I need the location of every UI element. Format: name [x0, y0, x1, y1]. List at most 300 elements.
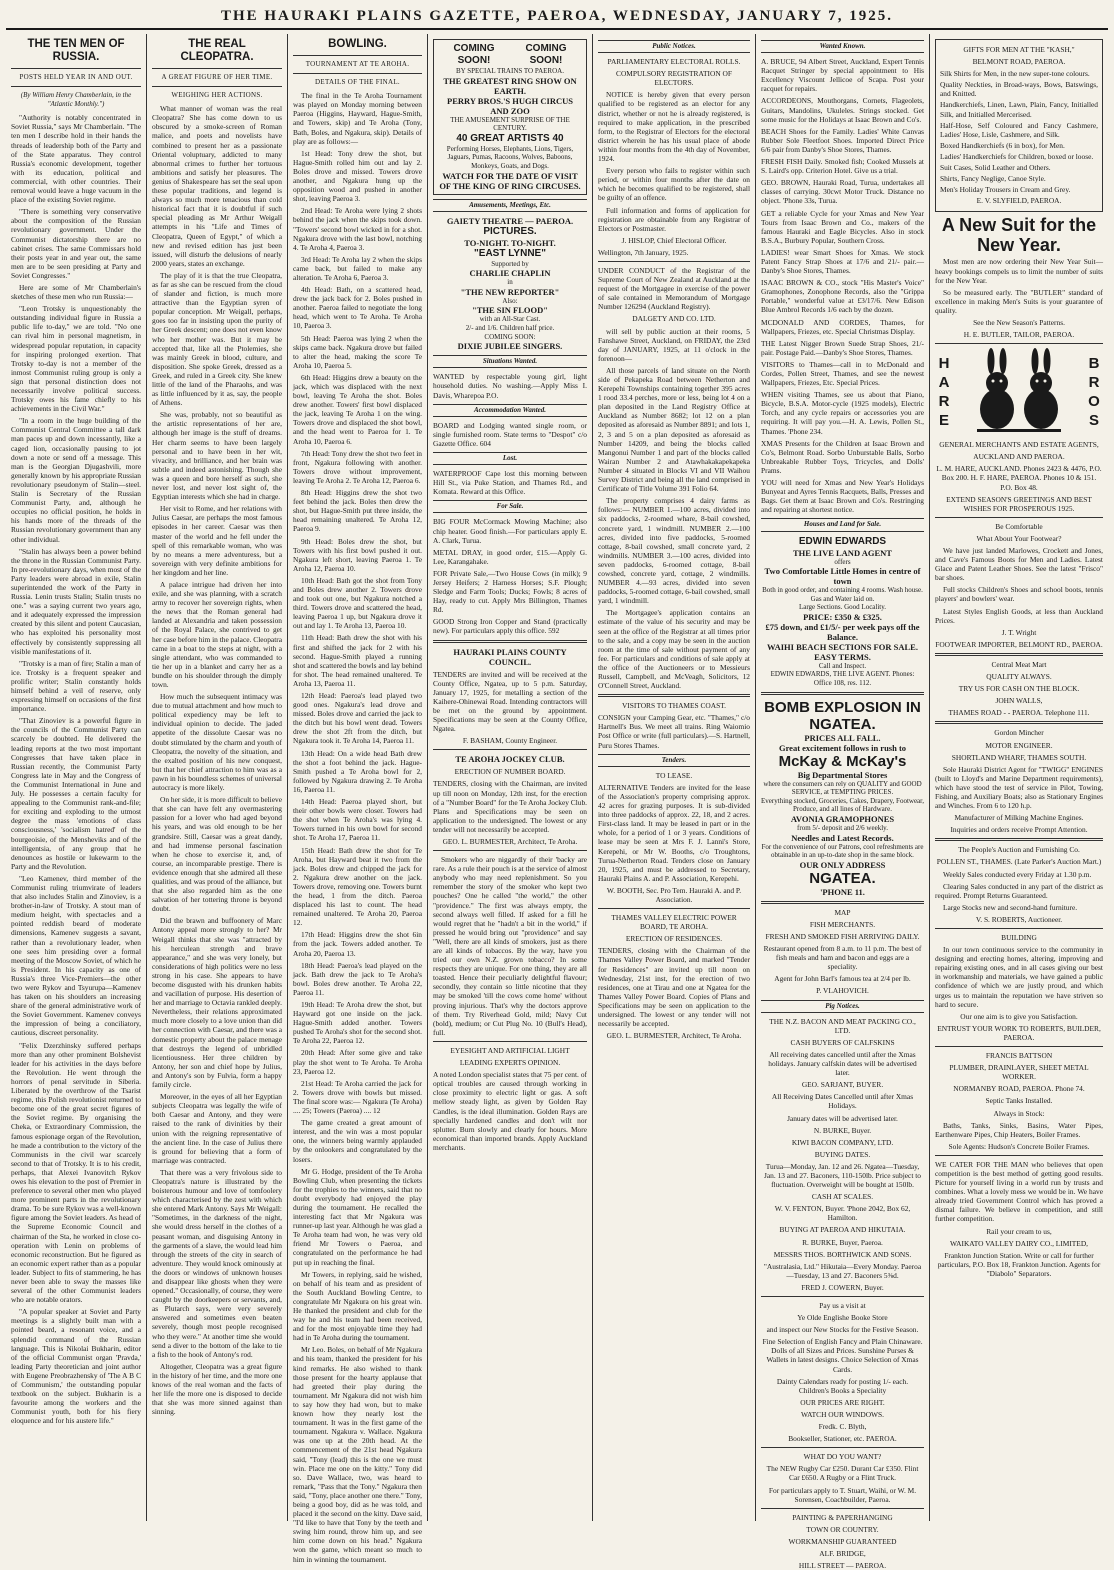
- kash-ad: [935, 39, 1103, 212]
- hare-letter: A: [938, 374, 950, 392]
- dairy-rail: Rail your cream to us,: [986, 1226, 1052, 1236]
- peoples-stocks: Large Stocks new and second-hand furniture.: [943, 902, 1078, 912]
- divider: [935, 928, 1103, 929]
- mckay-name: McKay & McKay's: [778, 752, 907, 770]
- mincher-motor: MOTOR ENGINEER.: [985, 740, 1053, 750]
- hare-letter: H: [938, 355, 950, 373]
- vlahovich-sign: P. VLAHOVICH.: [816, 986, 869, 996]
- hare-letters: [935, 354, 953, 430]
- classified-lost: WATERPROOF Cape lost this morning between Hill St., via Puke Station, and Thames Rd., and Komata. Reward at this Office.: [433, 469, 587, 497]
- battson-plumber: PLUMBER, DRAINLAYER, SHEET METAL WORKER.: [949, 1063, 1089, 1082]
- bookstore-watch: WATCH OUR WINDOWS.: [800, 1409, 884, 1419]
- gaiety-pictures: PICTURES.: [483, 225, 537, 237]
- article-bowling: [293, 91, 422, 1563]
- kash-item: Ladies' Handkerchiefs for Children, boxed or loose.: [940, 151, 1094, 161]
- bridge-address: HILL STREET — PAEROA.: [798, 1561, 887, 1570]
- divider: [433, 749, 587, 750]
- comfortable: Be Comfortable: [995, 521, 1043, 531]
- divider: [935, 343, 1103, 344]
- wanted-notice: VISITORS to Thames—call in to McDonald and Cordes, Pollen Street, Thames, and see the newest Wallpapers, Friezes, Etc. Special Prices.: [761, 359, 924, 388]
- column-russia: [6, 34, 147, 1521]
- edwin-deposit: £75 down, and £1/5/- per week pays off the Balance.: [765, 621, 920, 642]
- peoples-clearing: Clearing Sales conducted in any part of the district as required. Prompt Returns Guaranteed.: [935, 881, 1103, 900]
- column-bowling: [288, 34, 428, 1564]
- circus-ad: [433, 39, 587, 195]
- divider: [433, 640, 587, 643]
- article-paragraph: Did the brawn and buffoonery of Marc Antony appeal more strongly to her? Mr Weigall thinks that she was "attracted by his herculean strength and brave appearance," and she was very lonely, but considerations of high politics were no less strong in his case. She appears to have become disgusted with his drunken habits and vacillation of purpose. His desertion of her and marriage to Octavia rankled deeply. Nevertheless, their relations approximated much more closely to a love union than did her connection with Caesar, and there was a domestic property about the palace menage that destroys the legend of unbridled licentiousness. Her three children by Antony, her son and chief hope by Julius, and Antony's son by Fulvia, form a happy family circle.: [152, 916, 282, 1090]
- parl-title: PARLIAMENTARY ELECTORAL ROLLS.: [607, 57, 741, 67]
- circus-amusement: THE AMUSEMENT SURPRISE OF THE CENTURY.: [450, 115, 570, 133]
- kiwi-cash: CASH AT SCALES.: [811, 1192, 874, 1202]
- article-paragraph: Smokers who are niggardly of their 'backy are rare. As a rule their pouch is at the service of almost anybody who may need replenishment. So you remember the story of the smoker who kept two pouches? One he called "the world," the other "providence." The first was always empty, the second always well filled. If asked for a fill he would regret that he "hadn't a bit in the world," if pressed he would bring out "providence" and say "Well, there are all kinds of smokers, just as there are all kinds of tobaccos. By the way, have you tried our own N.Z. grown tobacco? In some respects they are unique. For one thing, they are all toasted. Hence their peculiarly delightful flavour; secondly, they contain so little nicotine that they may be smoked 'till the cows come home' without proving injurious. That's why the doctors approve of them. Try Riverhead Gold, mild; Navy Cut (bold), medium; or Cut Plug No. 10 (Bull's Head), full.: [433, 855, 587, 1037]
- prices-fall: PRICES ALL FALL.: [804, 732, 881, 743]
- divider: [935, 1155, 1103, 1156]
- kash-item: Quality Neckties, in Broad-ways, Bows, Batswings, and Knitted.: [940, 80, 1098, 99]
- walls-address: THAMES ROAD - - PAEROA. Telephone 111.: [948, 708, 1090, 718]
- building-text: In our town continuous service to the community in designing and erecting homes, altering, improving and repairing existing ones, and in all cases giving our best in workmanship and materials, we have gained a public confidence of which we are justly proud, and which urges us to maintain the reputation we have striven so hard to secure.: [935, 945, 1103, 1009]
- needles: Needles and Latest Records.: [791, 832, 894, 843]
- battson-hudson: Sole Agents: Hudson's Concrete Boiler Frames.: [948, 1141, 1090, 1151]
- kash-title: GIFTS FOR MEN AT THE "KASH,": [963, 45, 1075, 54]
- article-paragraph: 20th Head: After some give and take play the shot went to Te Aroha. Te Aroha 23, Paeroa 12.: [293, 1048, 422, 1076]
- council-title: HAURAKI PLAINS COUNTY COUNCIL.: [453, 646, 567, 667]
- headline-russia: THE TEN MEN OF RUSSIA.: [27, 38, 125, 63]
- dairy-frankton: Frankton Junction Station. Write or call for further particulars, P.O. Box 18, Frankton Junction. Agents for "Diabolo" Separators.: [937, 1250, 1101, 1278]
- edwin-cottages-text: Both in good order, and containing 4 rooms. Wash house. Gas and Water laid on.: [762, 586, 923, 603]
- kash-address: BELMONT ROAD, PAEROA.: [972, 57, 1066, 67]
- article-paragraph: 17th Head: Higgins drew the shot 6in from the jack. Towers added another. Te Aroha 20, Paeroa 13.: [293, 930, 422, 958]
- article-paragraph: 21st Head: Te Aroha carried the jack for 2. Towers drove with bowls but missed. The final score was:— Ngakura (Te Aroha) .... 25; Towers (Paeroa) .... 12: [293, 1078, 422, 1116]
- walls-name: JOHN WALLS,: [995, 696, 1043, 706]
- mckay-everything: Everything stocked, Groceries, Cakes, Drapery, Footwear, Produce, and all lines of Hardware.: [761, 796, 924, 814]
- kash-item: Suit Cases, Solid Leather and Others.: [940, 163, 1051, 173]
- classified-sale: METAL DRAY, in good order, £15.—Apply G. Lee, Karangahake.: [433, 547, 587, 566]
- article-russia: [11, 113, 141, 1425]
- jockey-title: TE AROHA JOCKEY CLUB.: [455, 754, 565, 765]
- visitors-title: VISITORS TO THAMES COAST.: [621, 701, 727, 711]
- only-address: OUR ONLY ADDRESS: [799, 859, 886, 870]
- building-entrust: ENTRUST YOUR WORK TO ROBERTS, BUILDER, PAEROA.: [937, 1023, 1101, 1042]
- article-paragraph: Her visit to Rome, and her relations with Julius Caesar, are perhaps the most famous episodes in her career. Caesar was then master of the world and he fell under the spell of this remarkable woman, who was by no means a mere adventuress, but a sovereign with very definite ambitions for her kingdom and her line.: [152, 504, 282, 577]
- divider: [761, 1447, 924, 1448]
- parl-text: NOTICE is hereby given that every person qualified to be registered as an elector for any district, whether or not he is already registered, is required to make application, in the prescribed form, to the Registrar of Electors for the electoral district wherein he has his usual place of abode within four months from the 4th day of November, 1924.: [598, 90, 750, 164]
- mckay-where: where the consumers can rely on QUALITY and GOOD SERVICE, at TEMPTING PRICES.: [763, 779, 922, 797]
- edwin-ad: [761, 536, 924, 688]
- fish-agent: Agent for John Barl's famous tea at 2/4 per lb.: [774, 974, 911, 984]
- tolease-sign: W. BOOTH, Sec. Pro Tem. Hauraki A. and P. Association.: [606, 885, 742, 904]
- edwin-cottages: Two Comfortable Little Homes in centre of town: [764, 566, 921, 587]
- dalgety-text: will sell by public auction at their rooms, 5 Fanshawe Street, Auckland, on FRIDAY, the 23rd day of JANUARY, 1925, at 11 o'clock in the forenoon—: [598, 326, 750, 363]
- divider: [761, 901, 924, 904]
- divider: [935, 1046, 1103, 1047]
- new-patterns: See the New Season's Patterns.: [973, 317, 1065, 327]
- subhead-cleopatra: A GREAT FIGURE OF HER TIME.: [161, 73, 273, 81]
- calfskins-title: CASH BUYERS OF CALFSKINS: [790, 1037, 895, 1047]
- divider: [433, 1041, 587, 1042]
- hare-merchants: GENERAL MERCHANTS AND ESTATE AGENTS,: [939, 440, 1099, 450]
- hare-contact: L. M. HARE, AUCKLAND. Phones 2423 & 4476, P.O. Box 200. H. F. HARE, PAEROA. Phones 10 & 151. P.O. Box 48.: [936, 464, 1102, 492]
- building-title: BUILDING: [1001, 933, 1037, 942]
- circus-animals: Performing Horses, Elephants, Lions, Tigers, Jaguars, Pumas, Racoons, Wolves, Baboons, Monkeys, Goats, and Dogs.: [446, 144, 574, 170]
- article-paragraph: "Stalin has always been a power behind the throne in the Russian Communist Party. In pre-revolutionary days, when most of the Party leaders were abroad in exile, Stalin superintended the work of the Party in Russia. Lenin trusts Stalin; Stalin trusts no one." was a saying current two years ago, and it adequately expressed the impression created by this silent and potent Caucasian, who has exploited his personality most effectively by consistently suppressing all visible manifestations of it.: [11, 546, 141, 656]
- article-paragraph: 8th Head: Higgins drew the shot two feet behind the jack. Boles then drew the shot, but Hague-Smith put three inside, the head remaining unaltered. Te Aroha 12, Paeroa 9.: [293, 488, 422, 534]
- article-paragraph: 18th Head: Paeroa's lead played on the jack. Bath drew the jack to Te Aroha's bowl. Boles drew another. Te Aroha 22, Paeroa 11.: [293, 960, 422, 997]
- sarjant-sign: GEO. SARJANT, BUYER.: [801, 1080, 884, 1090]
- avonia: AVONIA GRAMOPHONES: [790, 814, 895, 825]
- battson-septic: Septic Tanks Installed.: [985, 1096, 1053, 1106]
- parl-text: Every person who fails to register within such period, or within four months after the date on which he becomes qualified to be registered, shall be guilty of an offence.: [598, 166, 750, 203]
- dalgety-text: All those parcels of land situate on the North side of Pekapeka Road between Netherton and Kerepehi Townships containing together 395 acres 1 rood 33.4 perches, more or less, being lot 4 on a plan deposited in the Land Registry Office at Auckland as Number 8682; lot 12 on a plan deposited as aforesaid as Number 8891; and lots 1, 2, 3 and 5 on a plan deposited as aforesaid as Number 14209, and being the blocks called Mangonui Number 1 and part of the blocks called Wairan Number 2 and Atawhakakapekapeka Number 4 situated in Blocks VI and VII Waihou Survey District and being all the land comprised in Certificate of Title Volume 391 Folio 64.: [598, 365, 750, 494]
- battson-always: Always in Stock:: [993, 1108, 1045, 1118]
- bookstore-prices: OUR PRICES ARE RIGHT.: [800, 1397, 885, 1407]
- eyesight-sub: LEADING EXPERTS OPINION.: [459, 1058, 561, 1068]
- council-sign: F. BASHAM, County Engineer.: [462, 736, 558, 746]
- classified-wanted: WANTED by respectable young girl, light household duties. No washing.—Apply Miss I. Davis, Wharepoa P.O.: [433, 372, 587, 400]
- divider: [935, 653, 1103, 656]
- kiwi-buying-text: Turua—Monday, Jan. 12 and 26. Ngatea—Tuesday, Jan. 13 and 27. Baconers, 110-150lb. Price subject to fluctuation. Overweight will be bought at 150lb.: [764, 1161, 921, 1190]
- mincher-inquiries: Inquiries and orders receive Prompt Attention.: [950, 825, 1088, 835]
- tolease-text: ALTERNATIVE Tenders are invited for the lease of the Association's property comprising approx. 42 acres for grazing purposes. It is sub-divided into three paddocks of approx. 22, 18, and 2 acres. First-class land. It may be leased in part or in the whole, for a period of 1 or 3 years. Conditions of lease may be seen at Mrs F. J. Lanni's Store, Kerepehi, or Mr W. Booths, c/o Troughtons, Turua-Netherton Road. Tenders close on January 20, 1925, and must be addressed to Secretary, Hauraki Plains A. and P. Association, Kerepehi.: [598, 782, 750, 883]
- eyesight-text: A noted London specialist states that 75 per cent. of optical troubles are caused through working in close proximity to electric light or gas. A soft mellow steady light, as given by Golden Ray Candles, is the ideal illumination. Golden Rays are specially hardened candles and don't wilt nor splutter. Burn slowly and clearly for hours. More economical than imported brands. Apply Auckland merchants.: [433, 1070, 587, 1152]
- circus-coming-row: [438, 43, 582, 67]
- article-paragraph: 13th Head: On a wide head Bath drew the shot a foot behind the jack. Hague-Smith pushed a Te Aroha bowl for 2, followed by Ngakura drawing 2. Te Aroha 16, Paeroa 11.: [293, 748, 422, 794]
- divider: [433, 850, 587, 851]
- section-wanted-known: Wanted Known.: [761, 40, 924, 53]
- butler-sign: H. E. BUTLER, TAILOR, PAEROA.: [963, 330, 1075, 340]
- kash-item: Shirts, Fancy Neglige, Canoe Style.: [940, 174, 1046, 184]
- wright-address: FOOTWEAR IMPORTER, BELMONT RD., PAEROA.: [935, 639, 1103, 649]
- article-paragraph: 3rd Head: Te Aroha lay 2 when the skips came back, but failed to make any alteration. Te Aroha 6, Paeroa 3.: [293, 254, 422, 282]
- bookstore-dainty: Dainty Calendars ready for posting 1/- each. Children's Books a Speciality: [776, 1376, 909, 1395]
- gaiety-star: with an All-Star Cast.: [479, 315, 541, 324]
- mincher-wharf: SHORTLAND WHARF, THAMES SOUTH.: [951, 752, 1087, 762]
- article-paragraph: 10th Head: Bath got the shot from Tony and Boles drew another 2. Towers drove and took out one, but Ngakura notched a third. Towers drove and scattered the head, leaving Paeroa 1 up, but Ngakura drove it out and lay 1. Te Aroha 13, Paeroa 10.: [293, 575, 422, 631]
- hare-letter: R: [938, 393, 950, 411]
- jockey-sub: ERECTION OF NUMBER BOARD.: [454, 767, 566, 777]
- hare-auckland: AUCKLAND AND PAEROA.: [973, 452, 1065, 462]
- footwear-text: We have just landed Marlowes, Crockett and Jones, and Cave's Famous Boots for Men and Ladies. Latest Glace and Patent Leather Shoes. See the latest "Frisco" bar shoes.: [935, 546, 1103, 583]
- article-paragraph: 11th Head: Bath drew the shot with his first and shifted the jack for 2 with his second. Hague-Smith played a running shot and scattered the bowls and lay behind for shot. The head remained unaltered. Te Aroha 13, Paeroa 11.: [293, 633, 422, 688]
- article-paragraph: Here are some of Mr Chamberlain's sketches of these men who run Russia:—: [11, 282, 141, 302]
- edwin-name: EDWIN EDWARDS: [798, 535, 887, 547]
- circus-special: BY SPECIAL TRAINS TO PAEROA.: [456, 67, 564, 75]
- footwear-text: Latest Styles English Goods, at less than Auckland Prices.: [935, 606, 1103, 625]
- meat-try: TRY US FOR CASH ON THE BLOCK.: [958, 684, 1080, 694]
- meat-mart: Central Meat Mart: [991, 659, 1047, 669]
- gaiety-supported: Supported by: [491, 259, 529, 268]
- article-paragraph: That there was a very frivolous side to Cleopatra's nature is illustrated by the boisterous humour and love of tomfoolery which characterised by the zest with which she entered Mark Antony. Says Mr Weigall: "Sometimes, in the darkness of the night, she would dress herself in the clothes of a peasant woman, and disguising Antony in the garments of a slave, the would lead him through the streets of the city in search of adventure. They would knock ominously at the doors or windows of unknown houses and disappear like ghosts when they were opened." Occasionally, of course, they were caught by the doorkeepers or servants, and, as Plutarch says, were very severely answered and sometimes even beaten severely, though most people recognised who they were." At another time she would send a diver to the bottom of the lake to tie a fish to the hook of Antony's rod.: [152, 1167, 282, 1359]
- burke-sign: N. BURKE, Buyer.: [813, 1125, 872, 1135]
- mincher-text: Sole Hauraki District Agent for "TWIGG" ENGINES (built to Lloyd's and Marine Department requirements), which have stood the test of service in Pilot, Towing, Fishing, and Auxiliary Boats; also as Stationary Engines and Winches. From 6 to 120 h.p.: [935, 764, 1103, 811]
- gaiety-in: in: [507, 278, 513, 287]
- wanted-notice: ISAAC BROWN & CO., stock "His Master's Voice" Gramophones, Zonophone Records, also the "Grippa Portable," wonderful value at £3/17/6. New Edison Blue Ambrol Records 1/6 each by the dozen.: [761, 278, 924, 315]
- section-accommodation: Accommodation Wanted.: [433, 404, 587, 417]
- gaiety-prices: 2/- and 1/6. Children half price.: [465, 324, 555, 333]
- divider: [152, 68, 282, 69]
- fish-merchants: FISH MERCHANTS.: [809, 919, 876, 929]
- fish-restaurant: Restaurant opened from 8 a.m. to 11 p.m. The best of fish meals and ham and bacon and eggs are a speciality.: [763, 944, 922, 972]
- jockey-sign: GEO. L. BURMESTER, Architect, Te Aroha.: [442, 836, 578, 846]
- borthwick-text: "Australasia, Ltd." Hikutaia—Every Monday. Paeroa—Tuesday, 13 and 27. Baconers 5⅜d.: [763, 1261, 922, 1280]
- kiwi-buying: BUYING DATES.: [814, 1149, 871, 1159]
- divider: [761, 1296, 924, 1297]
- bros-letter: R: [1088, 374, 1100, 392]
- new-suit-text: Most men are now ordering their New Year Suit—heavy bookings compels us to limit the number of suits for the New Year.: [935, 257, 1103, 285]
- divider: [293, 73, 422, 74]
- bookstore-fine: Fine Selection of English Fancy and Plain Chinaware. Dolls of all Sizes and Prices. Sunshine Purses & Wallets in latest designs. Choice Selection of Xmas Cards.: [762, 1337, 923, 1374]
- wanted-notice: ACCORDEONS, Mouthorgans, Cornets, Flageolets, Guitars, Mandolins, Ukuleles. Strings stocked. Get some music for the Holidays at Isaac Brown and Co's.: [761, 96, 924, 124]
- circus-watch: WATCH FOR THE DATE OF VISIT OF THE KING OF RING CIRCUSES.: [439, 170, 581, 191]
- painting-title: PAINTING & PAPERHANGING: [792, 1512, 893, 1522]
- new-suit-measured: So be measured early. The "BUTLER" standard of excellence in making Men's Suits is your guarantee of quality.: [935, 287, 1103, 315]
- article-paragraph: "In a room in the huge building of the Communist Central Committee a tall dark man paces up and down incessantly, like a caged lion, occasionally pausing to jot down a note or send off a message. This man is the Georgian Djugashvili, more generally known by his appropriate Russian revolutionary pseudonym of Stalin—steel. Stalin is Secretary of the Russian Communist Party, and, although he occupies no official position, he holds in his hands more of the threads of the Russian revolutionary government than any other individual.: [11, 416, 141, 544]
- fenton-sign: W. V. FENTON, Buyer. 'Phone 2042, Box 62, Hamilton.: [774, 1204, 911, 1223]
- cowern-sign: FRED J. COWERN, Buyer.: [801, 1282, 884, 1292]
- meat-quality: QUALITY ALWAYS.: [986, 672, 1052, 682]
- peoples-weekly: Weekly Sales conducted every Friday at 1.30 p.m.: [943, 869, 1092, 879]
- article-paragraph: A palace intrigue had driven her into exile, and she was planning, with a scratch army to recover her sovereign rights, when the news that the Roman general had landed at Alexandria and taken possession of the Royal Palace, she contrived to get her case before him in the palace. Cleopatra came in a boat to the steps at night, with a single attendant, who was commanded to tie her up in a blanket and carry her as a bundle on his shoulder through the dimply town.: [152, 579, 282, 689]
- burke2-sign: R. BURKE, Buyer, Paeroa.: [802, 1237, 883, 1247]
- section-public-notices: Public Notices.: [598, 40, 750, 53]
- wanted-notice: YOU will need for Xmas and New Year's Holidays Bunyeat and Ayres Tennis Racquets, Balls, Presses and Bags. Get them at Isaac Brown and Co's. Restringing and repairing at shortest notice.: [761, 478, 924, 515]
- kash-item: Men's Holiday Trousers in Cream and Grey.: [940, 185, 1071, 195]
- article-paragraph: 12th Head: Paeroa's lead played two good ones. Ngakura's lead drove and missed. Boles drove and carried the jack to the ditch but his bowl went dead. Towers drew the shot 2ft from the ditch, but Ngakura took it. Te Aroha 14, Paeroa 11.: [293, 691, 422, 746]
- hare-bros-logo: [935, 348, 1103, 436]
- divider: [761, 1508, 924, 1509]
- wanted-notice: XMAS Presents for the Children at Isaac Brown and Co's, Belmont Road. Sorbo Unburstable Balls, Sorbo Unbreakable Rubber Toys, Tricycles, and Dolls' Prams.: [761, 438, 924, 475]
- edwin-easy: EASY TERMS.: [814, 651, 871, 662]
- headline-cleopatra: THE REAL CLEOPATRA.: [180, 38, 254, 63]
- byline-russia: (By William Henry Chamberlain, in the "Atlantic Monthly."): [20, 91, 132, 109]
- section-pig-notices: Pig Notices.: [761, 1000, 924, 1013]
- article-paragraph: How much the subsequent intimacy was due to mutual attachment and how much to political expediency may be left to individual opinion to decide. The jaded appetite of the dissolute Caesar was no doubt stimulated by the charm and youth of Cleopatra, the novelty of the situation, and the exalted position of his new conquest, but that her chief attraction to him was as a pawn in his boundless schemes of universal autocracy is more likely.: [152, 692, 282, 793]
- section-amusements: Amusements, Meetings, Etc.: [433, 199, 587, 212]
- hare-extend: EXTEND SEASON'S GREETINGS AND BEST WISHES FOR PROSPEROUS 1925.: [946, 494, 1092, 513]
- classified-sale: FOR Private Sale,—Two House Cows (in milk); 9 Jersey Heifers; 2 Harness Horses; S.F. Plough; Sledge and Farm Tools; Ducks; Fowls; 8 acres of Hay, ready to cut. Apply Mrs Billington, Thames Rd.: [433, 568, 587, 615]
- parl-sign: J. HISLOP, Chief Electoral Officer.: [621, 235, 727, 245]
- wanted-notice: BEACH Shoes for the Family. Ladies' White Canvas Rubber Sole Fleetfoot Shoes. Imported Direct Price 6/6 pair from Danby's Shoe Stores, Thames.: [761, 126, 924, 154]
- kash-list: [940, 69, 1098, 194]
- edwin-price: PRICE: £350 & £325.: [803, 611, 882, 622]
- columns: [6, 34, 1108, 1570]
- article-paragraph: The play of it is that the true Cleopatra, as far as she can be rescued from the cloud of slander and fiction, is much more attractive than the Egyptian syren of popular conception. Mr Weigall, perhaps, goes too far in insisting upon the purity of her Greek descent; one does not even know who her mother was. But it may be accepted that, like all the Ptolemies, she was mainly Greek in blood, culture, and disposition. She spoke Greek, dressed as a Greek, and ruled in a Greek city. She knew little of the land of the Pharaohs, and was as little influenced by it as, say, the people of Athens.: [152, 270, 282, 408]
- gaiety-theatre: GAIETY THEATRE — PAEROA.: [446, 215, 574, 226]
- column-cleopatra: [147, 34, 288, 1521]
- edwin-offers: offers: [834, 557, 851, 566]
- article-paragraph: 5th Head: Paeroa was lying 2 when the skips came back. Ngakura drove but failed to alter the head, making the score Te Aroha 10, Paeroa 5.: [293, 333, 422, 370]
- dalgety-text: The Mortgagee's application contains an estimate of the value of his security and may be seen at the office of the Registrar at all times prior to the sale, and a copy may be seen in the auction room at the time of sale without payment of any fee. For particulars and conditions of sale apply at the office of the Auctioneers or to Messieurs Russell, Campbell, and McVeagh, Solicitors, 12 O'Connell Street, Auckland.: [598, 608, 750, 691]
- kiwi-title: KIWI BACON COMPANY, LTD.: [791, 1137, 894, 1147]
- article-paragraph: Moreover, in the eyes of all her Egyptian subjects Cleopatra was legally the wife of both Caesar and Antony, and they were raised to the rank of divinities by their union with the reigning representative of the ancient line. In the case of Julius there is ground for believing that a form of marriage was contracted.: [152, 1092, 282, 1165]
- kash-item: Half-Hose, Self Coloured and Fancy Cashmere, Ladies' Hose, Lisle, Cashmere, and Silk.: [940, 120, 1098, 139]
- gaiety-ad: [433, 216, 587, 352]
- nz-bacon-title: THE N.Z. BACON AND MEAT PACKING CO., LTD.: [769, 1016, 916, 1035]
- headline-bowling: BOWLING.: [328, 38, 387, 50]
- column-ads-amusements: [428, 34, 593, 1521]
- cater-text: WE CATER FOR THE MAN who believes that open competition is the best method of getting good results. Picture for yourself living in a world run by trusts and combines. What a lovely mess we would be in. We have already tried Government Control which has proved a dismal failure. We believe in competition, and still further competition.: [935, 1159, 1103, 1224]
- bookstore-inspect: and inspect our New Stocks for the Festive Season.: [766, 1325, 919, 1335]
- wanted-notice: WHEN visiting Thames, see us about that Piano, Bicycle, B.S.A. Motor-cycle (1925 models), Electric Torch, and any cycle repairs or accessories you are requiring. It will pay you.—H. A. Lewis, Pollen St., Thames. 'Phone 234.: [761, 390, 924, 436]
- article-paragraph: 7th Head: Tony drew the shot two feet in front, Ngakura following with another. Towers drove without improvement, leaving Te Aroha 2. Te Aroha 12, Paeroa 6.: [293, 448, 422, 485]
- article-paragraph: "Authority is notably concentrated in Soviet Russia," says Mr Chamberlain. "The ten men I describe hold in their hands the threads of leadership both of the Party and of the State apparatus. They control Russia's economic development, together with its education, political and commercial, with other countries. Their removal would leave a huge vacuum in the place of the existing Soviet regime.: [11, 113, 141, 205]
- edwin-sub: THE LIVE LAND AGENT: [793, 547, 892, 558]
- gaiety-also: Also:: [502, 296, 518, 305]
- divider: [152, 86, 282, 87]
- new-suit-title: A New Suit for the New Year.: [941, 215, 1097, 256]
- column-public-notices: [593, 34, 756, 1521]
- wanted-notice: THE Latest Nigger Brown Suede Strap Shoes, 21/- pair. Postage Paid.—Danby's Shoe Stores, Thames.: [761, 338, 924, 357]
- footwear-text: Full stocks Children's Shoes and school boots, tennis players' and bowlers' wear.: [935, 585, 1103, 604]
- article-paragraph: "Felix Dzerzhinsky suffered perhaps more than any other prominent Bolshevist leader for his activities in the days before the Revolution. He went through the horrors of penal servitude in Siberia. Liberated by the overthrow of the Tsarist regime, this Polish revolutionist returned to become one of the great secret figures of the Soviet regime. By organising the Cheka, or Extraordinary Commission, the famous espionage organ of the Revolution, he made a contribution to the victory of the Communists in the civil war scarcely second to that of Trotsky. It is to his credit, perhaps, that Alexei Ivanovitch Rykov owes his elevation to the post of Premier in preference to several other men who played more prominent parts in the revolutionary drama. To be sure Rykov was a well-known figure among the Soviet leaders. As head of the Supreme Economic Council and chairman of the Sta, he worked in close co-operation with Lenin on problems of economic reconstruction. But he figured as an economic expert rather than as a popular leader. Subject to fits of stammering, he has never been able to sway the masses like several of the other Communist leaders who are notable orators.: [11, 1040, 141, 1305]
- peoples-address: POLLEN ST., THAMES. (Late Parker's Auction Mart.): [936, 857, 1102, 867]
- dalgety-title: DALGETY AND CO. LTD.: [632, 314, 716, 324]
- divider: [11, 86, 141, 87]
- roberts-sign: V. S. ROBERTS, Auctioneer.: [975, 914, 1063, 924]
- wanted-notice: LADIES! wear Smart Shoes for Xmas. We stock Patent Fancy Strap Shoes at 17/6 and 21/- pair.—Danby's Shoe Stores, Thames.: [761, 247, 924, 276]
- edwin-call: Call and Inspect.: [818, 661, 867, 670]
- council-text: TENDERS are invited and will be received at the County Office, Ngatea, up to 5 p.m. Saturday, January 17, 1925, for metalling a section of the Kaihere-Ohinewai Road. Intending contractors will be met on the ground by appointment. Specifications may be seen at the County Office, Ngatea.: [433, 669, 587, 734]
- section-lost: Lost.: [433, 452, 587, 465]
- gaiety-flood: "THE SIN FLOOD": [471, 305, 549, 316]
- section-cleopatra: WEIGHING HER ACTIONS.: [171, 91, 263, 100]
- battson-stock: Baths, Tanks, Sinks, Basins, Water Pipes, Earthenware Pipes, Chip Heaters, Boiler Frames.: [935, 1120, 1103, 1139]
- subhead-bowling: TOURNAMENT AT TE AROHA.: [305, 60, 410, 68]
- peoples-auction: The People's Auction and Furnishing Co.: [958, 845, 1080, 855]
- bookstore-visit: Pay us a visit at: [819, 1301, 866, 1310]
- article-paragraph: "Trotsky is a man of fire; Stalin a man of ice. Trotsky is a frequent speaker and prolific writer; Stalin constantly holds himself behind a veil of reserve, only expressing himself on occasions of the first importance.: [11, 658, 141, 714]
- section-tenders: Tenders.: [598, 754, 750, 767]
- divider: [598, 694, 750, 697]
- painting-town: TOWN OR COUNTRY.: [806, 1524, 879, 1534]
- article-paragraph: Mr Leo. Boles, on behalf of Mr Ngakura and his team, thanked the president for his kind remarks. He also wished to thank those present for the hearty applause that had greeted their play during the tournament. Mr Ngakura did not wish him to say how they had won, but to make known how they nearly lost the tournament. It was in the first game of the tournament. Ngakura v. Wallace. Ngakura was one up at the 20th head. At the commencement of the 21st head Ngakura said, "Tony (lead) this is the one we must win. Place me one on the kitty." Tony did so. Dave Wallace, two, was heard to remark, "Pass that the Tony." Ngakura then said, "Tony, place another one there." Tony, being a good boy, did as he was told, and placed it the second on the kitty. Dave said, "I'd like to have that Tony by the teeth and swing him round, throw him up, and see him come down on his head." Ngakura won the game, which meant so much to him in winning the tournament.: [293, 1345, 422, 1564]
- divider: [598, 908, 750, 909]
- mincher-name: Gordon Mincher: [994, 728, 1044, 738]
- fish-fresh: FRESH AND SMOKED FISH ARRIVING DAILY.: [765, 932, 920, 941]
- masthead: THE HAURAKI PLAINS GAZETTE, PAEROA, WEDNESDAY, JANUARY 7, 1925.: [6, 8, 1108, 30]
- battson-name: FRANCIS BATTSON: [985, 1051, 1053, 1061]
- rugby-cars: The NEW Rugby Car £250. Durant Car £350. Flint Car £650. A Rugby or a Flint Truck.: [766, 1464, 919, 1483]
- borthwick-title: MESSRS THOS. BORTHWICK AND SONS.: [773, 1249, 912, 1259]
- gaiety-coming-soon: COMING SOON:: [484, 332, 536, 341]
- bridge-name: ALF. BRIDGE,: [819, 1548, 866, 1558]
- bookstore-name: Ye Olde Englishe Booke Store: [797, 1313, 888, 1323]
- article-paragraph: Mr G. Hodge, president of the Te Aroha Bowling Club, when presenting the tickets for the trophies to the winners, said that no doubt everybody had enjoyed the play during the tournament. He recalled the interesting fact that Mr Ngakura was runner-up last year. Although he was glad a Te Aroha team had won, he was very old friend Mr Towers o Paeroa, and congratulated on the performance he had put up in reaching the final.: [293, 1166, 422, 1267]
- circus-coming-2: COMING SOON!: [525, 43, 567, 66]
- battson-address: NORMANBY ROAD, PAEROA. Phone 74.: [953, 1084, 1085, 1094]
- edwin-sign: EDWIN EDWARDS, THE LIVE AGENT. Phones: Office 108, res. 112.: [770, 670, 915, 688]
- map-title: MAP: [834, 907, 851, 917]
- article-paragraph: "There is something very conservative about the composition of the Russian revolutionary government. Under the Communist dictatorship there are no cabinet crises. The same Commissars hold their posts year in and year out, the same men are to be seen presiding at Party and Soviet Congresses.": [11, 207, 141, 280]
- edwin-waihi: WAIHI BEACH SECTIONS FOR SALE.: [767, 641, 918, 652]
- section-houses: Houses and Land for Sale.: [761, 518, 924, 531]
- rabbits-icon: [967, 349, 1071, 435]
- divider: [598, 261, 750, 262]
- article-paragraph: 4th Head: Bath, on a scattered head, drew the jack back for 2. Boles pushed in another. Paeroa failed to negotiate the long head, which went to Te Aroha. Te Aroha 10, Paeroa 3.: [293, 285, 422, 331]
- parl-text: Full information and forms of application for registration are obtainable from any Registrar of Electors or Postmaster.: [598, 205, 750, 233]
- classified-sale: GOOD Strong Iron Copper and Stand (practically new). For particulars apply this office. 592: [433, 617, 587, 636]
- article-paragraph: The final in the Te Aroha Tournament was played on Monday morning between Paeroa (Higgins, Hayward, Hague-Smith, and Towers, skip) and Te Aroha (Tony, Bath, Boles, and Ngakura, skip). Details of play are as follows:—: [293, 91, 422, 146]
- painting-guarantee: WORKMANSHIP GUARANTEED: [788, 1536, 897, 1546]
- article-paragraph: "Leo Kamenev, third member of the Communist ruling triumvirate of leaders that also includes Stalin and Zinoviev, is a brother-in-law of Trotsky. A stout man of medium height, with spectacles and a pointed reddish beard of moderate dimensions, Kamenev suggests a savant, rather than a revolutionary leader, when one sees him presiding over a formal meeting of the Moscow Soviet, of which he is President. In his capacity as one of Russia's three Vice-Premiers—the other two were Rykov and Tsyurupa—Kamenev has taken on his shoulders an increasing share of the general administrative work of the Soviet Government. Kamenev conveys the impression of being a conciliatory, cautious, discreet personality.: [11, 873, 141, 1038]
- parl-sub: COMPULSORY REGISTRATION OF ELECTORS.: [616, 69, 732, 88]
- building-aim: Our one aim is to give you Satisfaction.: [960, 1011, 1078, 1021]
- wanted-notice: A. BRUCE, 94 Albert Street, Auckland, Expert Tennis Racquet Stringer by special appointment to His Excellency Viscount Jellicoe of Scapa. Post your racquet for repairs.: [761, 57, 924, 94]
- kash-item: Silk Shirts for Men, in the new super-tone colours.: [940, 69, 1090, 79]
- mincher-milking: Manufacturer of Milking Machine Engines.: [954, 813, 1084, 823]
- divider: [11, 68, 141, 69]
- gaiety-reporter: "THE NEW REPORTER": [460, 286, 560, 297]
- bros-letter: O: [1088, 393, 1100, 411]
- eyesight-title: EYESIGHT AND ARTIFICIAL LIGHT: [450, 1045, 570, 1055]
- bros-letters: [1085, 354, 1103, 430]
- tv-sub: ERECTION OF RESIDENCES.: [625, 934, 723, 944]
- wanted-notice: FRESH FISH Daily. Smoked fish; Cooked Mussels at S. Laird's opp. Criterion Hotel. Give us a trial.: [761, 157, 924, 176]
- mckay-ad: [761, 699, 924, 897]
- article-paragraph: Altogether, Cleopatra was a great figure in the history of her time, and the more one knows of the real woman and the facts of her life the more one is disposed to decide that she was more sinned against than sinning.: [152, 1361, 282, 1417]
- edwin-large: Large Sections. Good Locality.: [798, 603, 887, 612]
- tv-title: THAMES VALLEY ELECTRIC POWER BOARD, TE AROHA.: [611, 913, 737, 932]
- tolease-title: TO LEASE.: [655, 770, 693, 780]
- section-bowling: DETAILS OF THE FINAL.: [315, 78, 400, 87]
- auction-under: UNDER CONDUCT of the Registrar of the Supreme Court of New Zealand at Auckland at the request of the Mortgagee in exercise of the power of sale contained in Memorandum of Mortgage Number 126294 (Auckland Registry).: [598, 265, 750, 312]
- column-merchants: [930, 34, 1108, 1521]
- kash-item: Boxed Handkerchiefs (6 in box), for Men.: [940, 140, 1065, 150]
- article-paragraph: 2nd Head: Te Aroha were lying 2 shots behind the jack when the skips took down. "Towers' second bowl wicked in for a shot. Ngakura drove with the last bowl, notching 4. Te Aroha 4, Paeroa 3.: [293, 206, 422, 252]
- gaiety-dixie: DIXIE JUBILEE SINGERS.: [457, 341, 563, 352]
- divider: [935, 517, 1103, 518]
- gaiety-tonight: TO-NIGHT. TO-NIGHT.: [464, 237, 556, 248]
- article-paragraph: 1st Head: Tony drew the shot, but Hague-Smith rolled him out and lay 2. Boles drove and missed. Towers drove another, and Ngakura hung up the opposition wood and pushed in another shot, leaving Paeroa 3.: [293, 148, 422, 204]
- article-paragraph: On her side, it is more difficult to believe that she can have felt any overmastering passion for a lover who had aged beyond his years, and was old enough to be her grandsire. Still, Caesar was a great dandy, and had immense personal fascination when he chose to exercise it, and, of course, an incomparable prestige. There is evidence enough that she admired all these qualities, and was proud of the alliance, but that she also regarded him as the one salvation of her tottering throne is beyond doubt.: [152, 795, 282, 914]
- gaiety-chaplin: CHARLIE CHAPLIN: [469, 268, 551, 279]
- gaiety-lynne: "EAST LYNNE": [474, 247, 546, 259]
- jockey-text: TENDERS, closing with the Chairman, are invited up till noon on Monday, 12th inst, for the erection of a "Number Board" for the Te Aroha Jockey Club. Plans and Specifications may be seen on application to the undersigned. The lowest or any tender will not necessarily be accepted.: [433, 779, 587, 834]
- slyfield: E. V. SLYFIELD, PAEROA.: [976, 196, 1062, 206]
- footwear-question: What About Your Footwear?: [976, 533, 1062, 543]
- dalgety-text: The property comprises 4 dairy farms as follows:— NUMBER 1.—100 acres, divided into six paddocks, 2-roomed whare, 8-bail cowshed, concrete yard, 1 windmill. NUMBER 2.—100 acres, divided into five paddocks, 5-roomed cottage, 8-bail cowshed, small concrete yard, 2 windmills. NUMBER 3.—100 acres, divided into seven paddocks, 6-roomed cottage, 8-bail cowshed, concrete yard, cottage, 2 windmills. NUMBER 4.—93 acres, divided into seven paddocks, 5-roomed cottage, 6-bail cowshed, small yard, 1 windmill.: [598, 496, 750, 606]
- column-wanted-known: [756, 34, 930, 1570]
- article-paragraph: "That Zinoviev is a powerful figure in the councils of the Communist Party can scarcely be doubted. He delivered the leading reports at the two most important Congresses that have taken place in Russian recently, the Communist Party Congress late in May and the Congress of the Communist International in June and July. He possesses a certain faculty for appealing to the Communist rank-and-file; for exciting and exploding to the utmost degree the mass 'emotions of class consciousness,' 'socialism hatred' of the bourgeoisie, of the Mensheviks and of the intelligentsia, of any group that he denounces as hostile or lukewarm to the Party and the Revolution.: [11, 716, 141, 871]
- circus-perry: PERRY BROS.'S HUGH CIRCUS AND ZOO: [447, 95, 573, 116]
- wanted-notice: GEO. BROWN, Hauraki Road, Turua, undertakes all classes of carrying. 30cwt Motor Truck. Distance no object. 'Phone 33s, Turua.: [761, 178, 924, 206]
- circus-artists: 40 GREAT ARTISTS 40: [456, 132, 564, 144]
- excitement: Great excitement follows in rush to: [778, 742, 907, 753]
- bros-letter: S: [1088, 412, 1099, 430]
- article-paragraph: The game created a great amount of interest, and the win was a most popular one, the winners being warmly applauded by the onlookers and congratulated by the losers.: [293, 1118, 422, 1164]
- hare-letter: E: [938, 412, 949, 430]
- mckay-phone: 'PHONE 11.: [820, 886, 865, 897]
- avonia-price: from 5/- deposit and 2/6 weekly.: [797, 824, 888, 833]
- divider: [935, 838, 1103, 841]
- receiving-text: All Receiving Dates Cancelled until after Xmas Holidays.: [771, 1092, 914, 1111]
- section-situations: Situations Wanted.: [433, 355, 587, 368]
- ngatea: NGATEA.: [809, 869, 876, 887]
- article-paragraph: 15th Head: Bath drew the shot for Te Aroha, but Hayward beat it two from the jack. Boles drew and chipped the jack for 2. Ngakura drew another on the jack. Towers drove, removing one. Towers burnt the head, 1 from the ditch. Paeroa displaced his last to count. The head remained unaltered. Te Aroha 20, Paeroa 12.: [293, 845, 422, 928]
- mckay-dept: Big Departmental Stores: [797, 769, 888, 780]
- divider: [761, 692, 924, 695]
- calfskins-text: All receiving dates cancelled until after the Xmas holidays. January calfskin dates will be advertised later.: [768, 1049, 917, 1078]
- bomb-headline: BOMB EXPLOSION IN NGATEA.: [764, 698, 921, 733]
- article-paragraph: 9th Head: Boles drew the shot, but Towers with his first bowl pushed it out. Ngakura left short, leaving Paeroa 1. Te Aroha 12, Paeroa 10.: [293, 536, 422, 573]
- article-paragraph: 19th Head: Te Aroha drew the shot, but Hayward got one inside on the jack. Hague-Smith added another. Towers pushed Te Aroha's shot for the second shot. Te Aroha 22, Paeroa 12.: [293, 1000, 422, 1046]
- classified-accommodation: BOARD and Lodging wanted single room, or single furnished room. State terms to "Despot" c/o Gazette Office. 604: [433, 420, 587, 448]
- article-paragraph: "Leon Trotsky is unquestionably the outstanding individual figure in Russia a public life to-day," we are told. "No one can rival him in personal magnetism, in widespread popular reputation, in capacity for inspiring prolonged exertion. That Trotsky to-day is not a member of the inmost Communist ruling group is only a sign that personal distinction does not necessarily involve political success. Trotsky owes his fame chiefly to his achievements in the Civil War.": [11, 304, 141, 414]
- divider: [935, 721, 1103, 724]
- divider: [293, 55, 422, 56]
- dairy-name: WAIKATO VALLEY DAIRY CO., LIMITED,: [949, 1238, 1088, 1248]
- article-paragraph: She was, probably, not so beautiful as the artistic representations of her are, although her image is the stuff of dreams. Her charm seems to have been largely personal and to have been in her wit, vivacity, and brilliance, and her brain was subtle and indeed astonishing. Though she was a queen and bore herself as such, she never lost, and never lost sight of, the Egyptian interests which she had in charge.: [152, 410, 282, 502]
- article-paragraph: "A popular speaker at Soviet and Party meetings is a slightly built man with a pointed beard, a resonant voice, and a splendid command of the Russian language. This is Nikolai Bukharin, editor of the official Communist organ 'Pravda,' leading Party theoretician and joint author with Eugene Preobrazhensky of 'The A B C of Communism,' the outstanding popular textbook on the subject. Bukharin is a favourite among the workers and the Communist youth, both for his fiery eloquence and for his austere life.": [11, 1307, 141, 1426]
